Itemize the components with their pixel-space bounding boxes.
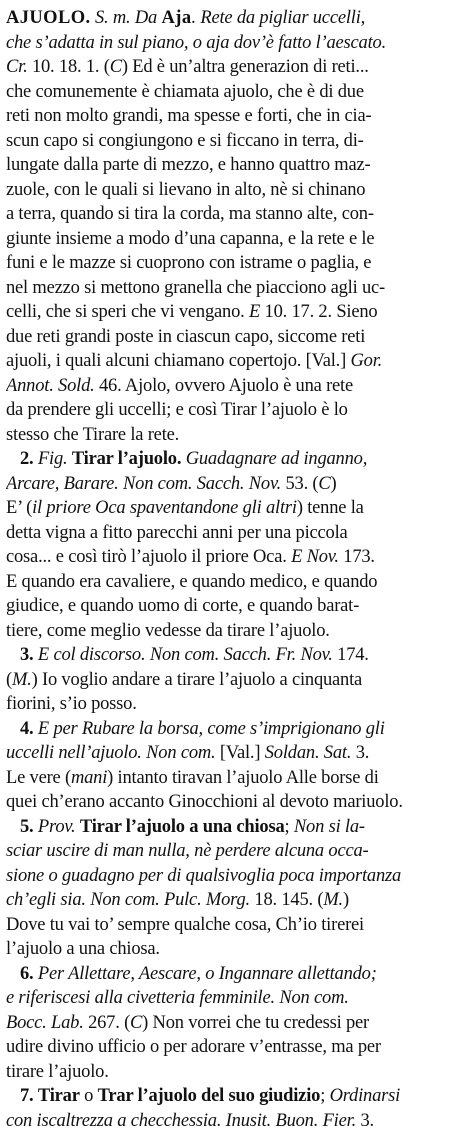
- text-line: uccelli nell’ajuolo. Non com. [Val.] Soldan. Sat. 3.: [6, 741, 467, 766]
- text-line: Cr. 10. 18. 1. (C) Ed è un’altra generazion di reti...: [6, 55, 467, 80]
- text-line: con iscaltrezza a checchessia. Inusit. Buon. Fier. 3.: [6, 1109, 467, 1133]
- text-line: detta vigna a fitto parecchi anni per una piccola: [6, 521, 467, 546]
- text-line: due reti grandi poste in ciascun capo, siccome reti: [6, 325, 467, 350]
- text-line: tirare l’ajuolo.: [6, 1060, 467, 1085]
- text-line: celli, che si speri che vi vengano. E 10. 17. 2. Sieno: [6, 300, 467, 325]
- text-line: 7. Tirar o Trar l’ajuolo del suo giudizio; Ordinarsi: [6, 1084, 467, 1109]
- text-line: Bocc. Lab. 267. (C) Non vorrei che tu credessi per: [6, 1011, 467, 1036]
- text-line: stesso che Tirare la rete.: [6, 423, 467, 448]
- text-line: nel mezzo si mettono granella che piacciono agli uc-: [6, 276, 467, 301]
- text-line: che s’adatta in sul piano, o aja dov’è fatto l’aescato.: [6, 31, 467, 56]
- text-line: reti non molto grandi, ma spesse e forti, che in cia-: [6, 104, 467, 129]
- text-line: lungate dalla parte di mezzo, e hanno quattro maz-: [6, 153, 467, 178]
- text-line: E quando era cavaliere, e quando medico, e quando: [6, 570, 467, 595]
- text-line: l’ajuolo a una chiosa.: [6, 937, 467, 962]
- text-line: sciar uscire di man nulla, nè perdere alcuna occa-: [6, 839, 467, 864]
- text-line: Annot. Sold. 46. Ajolo, ovvero Ajuolo è una rete: [6, 374, 467, 399]
- text-line: che comunemente è chiamata ajuolo, che è di due: [6, 80, 467, 105]
- text-line: 6. Per Allettare, Aescare, o Ingannare allettando;: [6, 962, 467, 987]
- text-line: 4. E per Rubare la borsa, come s’imprigionano gli: [6, 717, 467, 742]
- text-line: udire divino ufficio o per adorare v’entrasse, ma per: [6, 1035, 467, 1060]
- text-line: AJUOLO. S. m. Da Aja. Rete da pigliar uccelli,: [6, 6, 467, 31]
- text-line: 3. E col discorso. Non com. Sacch. Fr. Nov. 174.: [6, 643, 467, 668]
- text-line: quei ch’erano accanto Ginocchioni al devoto mariuolo.: [6, 790, 467, 815]
- text-line: tiere, come meglio vedesse da tirare l’ajuolo.: [6, 619, 467, 644]
- text-line: scun capo si congiungono e si ficcano in terra, di-: [6, 129, 467, 154]
- text-line: a terra, quando si tira la corda, ma stanno alte, con-: [6, 202, 467, 227]
- text-line: sione o guadagno per di qualsivoglia poca importanza: [6, 864, 467, 889]
- text-line: ch’egli sia. Non com. Pulc. Morg. 18. 145. (M.): [6, 888, 467, 913]
- text-line: Dove tu vai to’ sempre qualche cosa, Ch’io tirerei: [6, 913, 467, 938]
- text-line: 2. Fig. Tirar l’ajuolo. Guadagnare ad inganno,: [6, 447, 467, 472]
- text-line: giunte insieme a modo d’una capanna, e la rete e le: [6, 227, 467, 252]
- text-line: ajuoli, i quali alcuni chiamano copertojo. [Val.] Gor.: [6, 349, 467, 374]
- text-line: e riferiscesi alla civetteria femminile. Non com.: [6, 986, 467, 1011]
- text-line: 5. Prov. Tirar l’ajuolo a una chiosa; Non si la-: [6, 815, 467, 840]
- text-line: E’ (il priore Oca spaventandone gli altri) tenne la: [6, 496, 467, 521]
- text-line: giudice, e quando uomo di corte, e quando barat-: [6, 594, 467, 619]
- text-line: da prendere gli uccelli; e così Tirar l’ajuolo è lo: [6, 398, 467, 423]
- text-line: zuole, con le quali si lievano in alto, nè si chinano: [6, 178, 467, 203]
- text-line: Arcare, Barare. Non com. Sacch. Nov. 53. (C): [6, 472, 467, 497]
- text-line: fiorini, s’io posso.: [6, 692, 467, 717]
- text-line: funi e le mazze si cuoprono con istrame o paglia, e: [6, 251, 467, 276]
- text-line: Le vere (mani) intanto tiravan l’ajuolo Alle borse di: [6, 766, 467, 791]
- text-line: cosa... e così tirò l’ajuolo il priore Oca. E Nov. 173.: [6, 545, 467, 570]
- text-line: (M.) Io voglio andare a tirare l’ajuolo a cinquanta: [6, 668, 467, 693]
